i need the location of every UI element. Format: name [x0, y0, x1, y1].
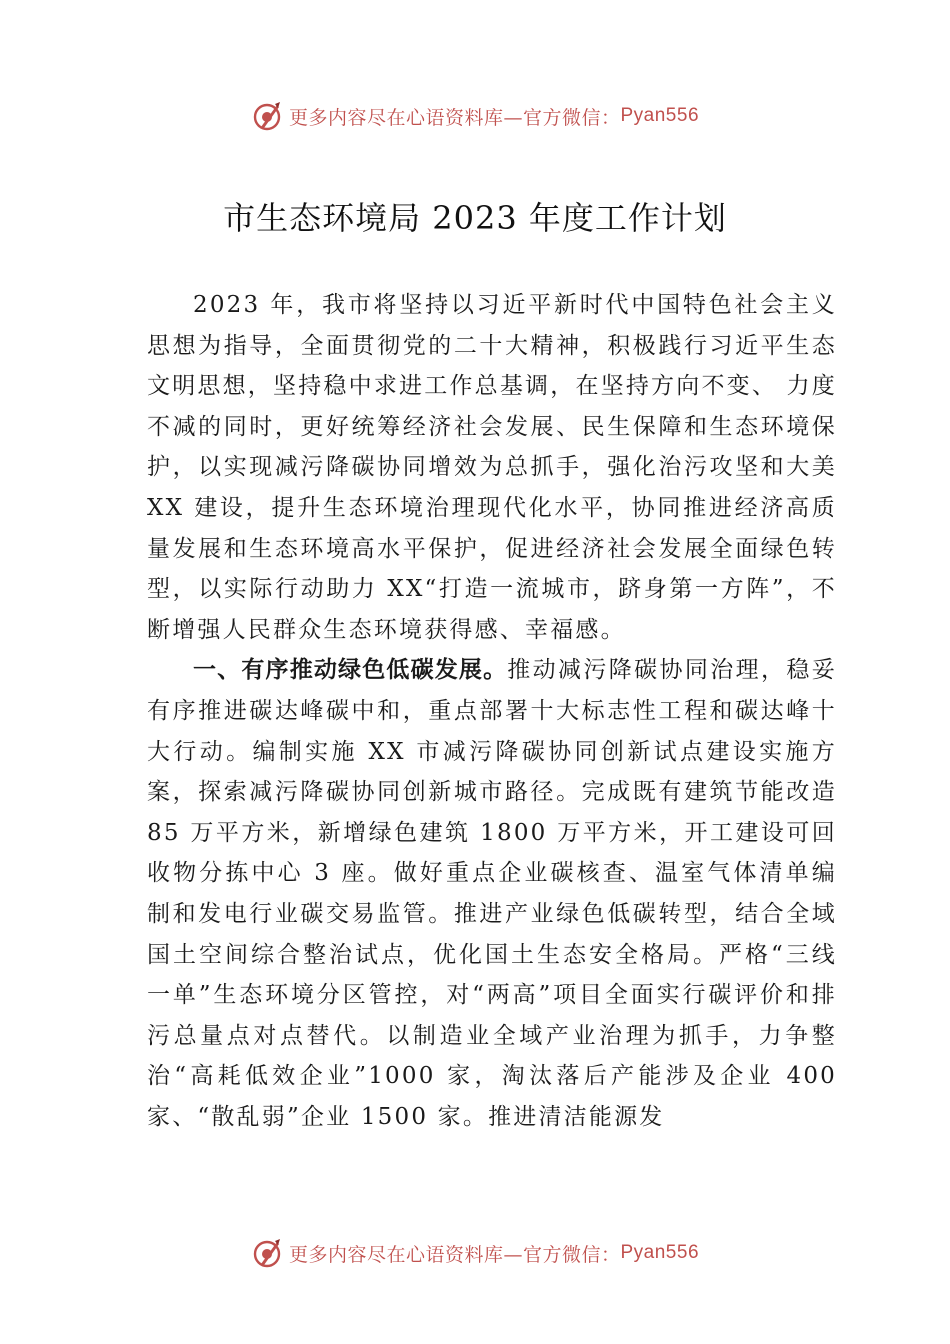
watermark-text: 更多内容尽在心语资料库—官方微信：: [288, 1243, 621, 1266]
quill-seal-icon: [251, 1237, 283, 1269]
section-1-heading: 一、有序推动绿色低碳发展。: [193, 657, 508, 684]
header-watermark: [0, 96, 950, 136]
document-title: 市生态环境局 2023 年度工作计划: [223, 199, 727, 237]
intro-paragraph: 2023 年，我市将坚持以习近平新时代中国特色社会主义思想为指导，全面贯彻党的二十大精神，积极践行习近平生态文明思想，坚持稳中求进工作总基调，在坚持方向不变、 力度不减的同时，更好统筹经济社会发展、民生保障和生态环境保护，以实现减污降碳协同增效为总抓手，强化治污攻坚和大美 XX 建设，提升生态环境治理现代化水平，协同推进经济高质量发展和生态环境高水平保护，促进经济社会发展全面绿色转型，以实际行动助力 XX“打造一流城市，跻身第一方阵”，不断增强人民群众生态环境获得感、幸福感。: [147, 292, 837, 643]
watermark-text: 更多内容尽在心语资料库—官方微信：: [288, 106, 621, 129]
document-body: [147, 285, 837, 1137]
quill-seal-icon: [251, 100, 283, 132]
section-1-paragraph: [147, 650, 837, 1137]
section-1-body: 推动减污降碳协同治理，稳妥有序推进碳达峰碳中和，重点部署十大标志性工程和碳达峰十大行动。编制实施 XX 市减污降碳协同创新试点建设实施方案，探索减污降碳协同创新城市路径。完成既有建筑节能改造 85 万平方米，新增绿色建筑 1800 万平方米，开工建设可回收物分拣中心 3 座。做好重点企业碳核查、温室气体清单编制和发电行业碳交易监管。推进产业绿色低碳转型，结合全域国土空间综合整治试点，优化国土生态安全格局。严格“三线一单”生态环境分区管控，对“两高”项目全面实行碳评价和排污总量点对点替代。以制造业全域产业治理为抓手，力争整治“高耗低效企业”1000 家，淘汰落后产能涉及企业 400 家、“散乱弱”企业 1500 家。推进清洁能源发: [147, 657, 838, 1130]
footer-watermark: [0, 1233, 950, 1273]
wechat-id: Pyan556: [620, 105, 700, 126]
wechat-id: Pyan556: [620, 1242, 700, 1263]
